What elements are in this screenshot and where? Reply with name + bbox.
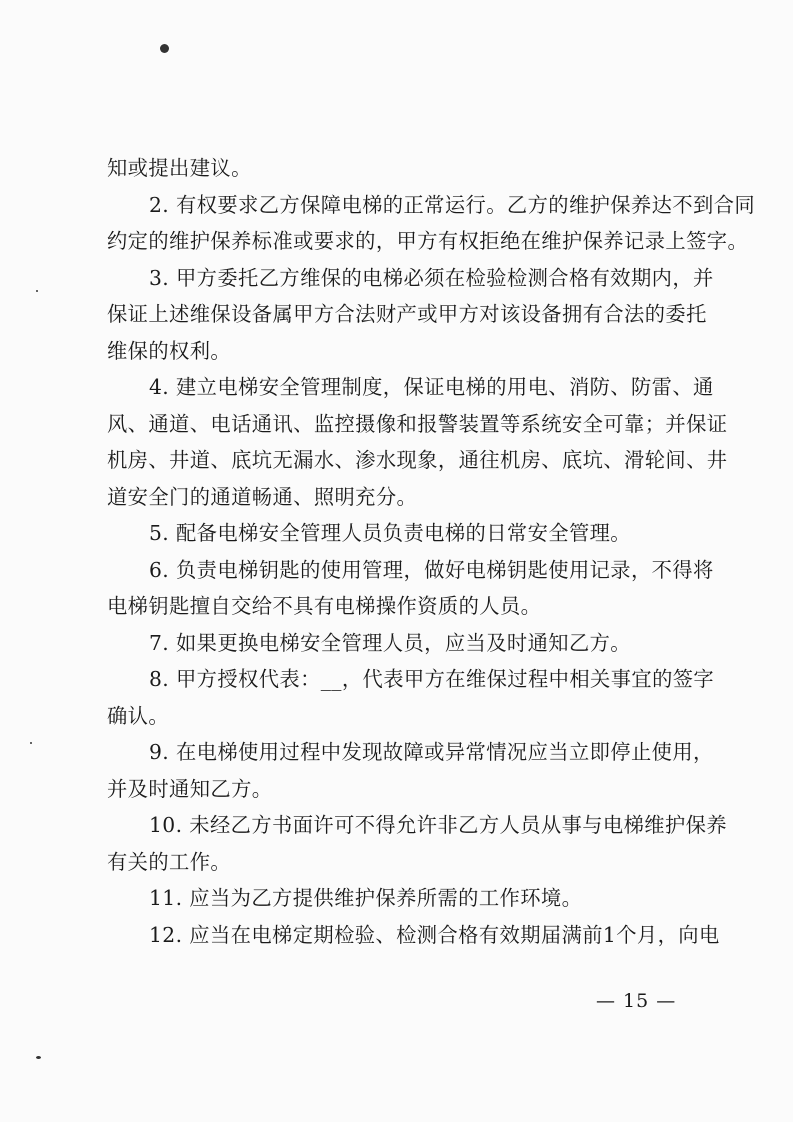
text-line: 6. 负责电梯钥匙的使用管理，做好电梯钥匙使用记录，不得将	[149, 557, 714, 582]
document-body	[107, 150, 756, 953]
text-line: 5. 配备电梯安全管理人员负责电梯的日常安全管理。	[149, 521, 631, 545]
scan-speck	[36, 290, 38, 292]
text-line: 并及时通知乙方。	[107, 776, 273, 801]
text-line: 风、通道、电话通讯、监控摄像和报警装置等系统安全可靠；并保证	[107, 411, 728, 436]
text-line: 9. 在电梯使用过程中发现故障或异常情况应当立即停止使用，	[149, 740, 714, 764]
paragraph	[107, 734, 714, 807]
text-line: 11. 应当为乙方提供维护保养所需的工作环境。	[149, 886, 583, 910]
text-line: 10. 未经乙方书面许可不得允许非乙方人员从事与电梯维护保养	[149, 813, 728, 837]
paragraph	[107, 661, 715, 734]
paragraph	[107, 369, 728, 515]
text-line: 知或提出建议。	[107, 156, 252, 180]
text-line: 机房、井道、底坑无漏水、渗水现象，通往机房、底坑、滑轮间、井	[107, 448, 728, 472]
text-line: 保证上述维保设备属甲方合法财产或甲方对该设备拥有合法的委托	[107, 302, 707, 326]
text-line: 道安全门的通道畅通、照明充分。	[107, 484, 418, 509]
paragraph	[107, 260, 714, 370]
paragraph	[107, 807, 728, 880]
paragraph	[107, 880, 697, 917]
text-line: 约定的维护保养标准或要求的，甲方有权拒绝在维护保养记录上签字。	[107, 229, 749, 253]
paragraph	[107, 515, 697, 552]
scan-speck	[36, 1056, 41, 1059]
scan-speck	[30, 742, 32, 744]
text-line: 12. 应当在电梯定期检验、检测合格有效期届满前1个月，向电	[149, 922, 720, 947]
text-line: 4. 建立电梯安全管理制度，保证电梯的用电、消防、防雷、通	[149, 375, 714, 399]
paragraph	[107, 187, 756, 260]
text-line: 维保的权利。	[107, 338, 232, 363]
text-line: 3. 甲方委托乙方维保的电梯必须在检验检测合格有效期内，并	[149, 265, 714, 290]
text-line: 7. 如果更换电梯安全管理人员，应当及时通知乙方。	[149, 630, 631, 655]
text-line: 2. 有权要求乙方保障电梯的正常运行。乙方的维护保养达不到合同	[149, 192, 756, 217]
text-line: 电梯钥匙擅自交给不具有电梯操作资质的人员。	[107, 594, 542, 618]
text-line: 确认。	[107, 703, 170, 728]
paragraph	[107, 552, 714, 625]
text-line: 有关的工作。	[107, 849, 232, 874]
text-line: 8. 甲方授权代表：__，代表甲方在维保过程中相关事宜的签字	[149, 667, 715, 691]
paragraph	[107, 625, 697, 662]
scan-speck	[160, 44, 169, 53]
paragraph	[107, 917, 720, 954]
paragraph	[107, 150, 697, 187]
page-number: — 15 —	[596, 990, 677, 1012]
